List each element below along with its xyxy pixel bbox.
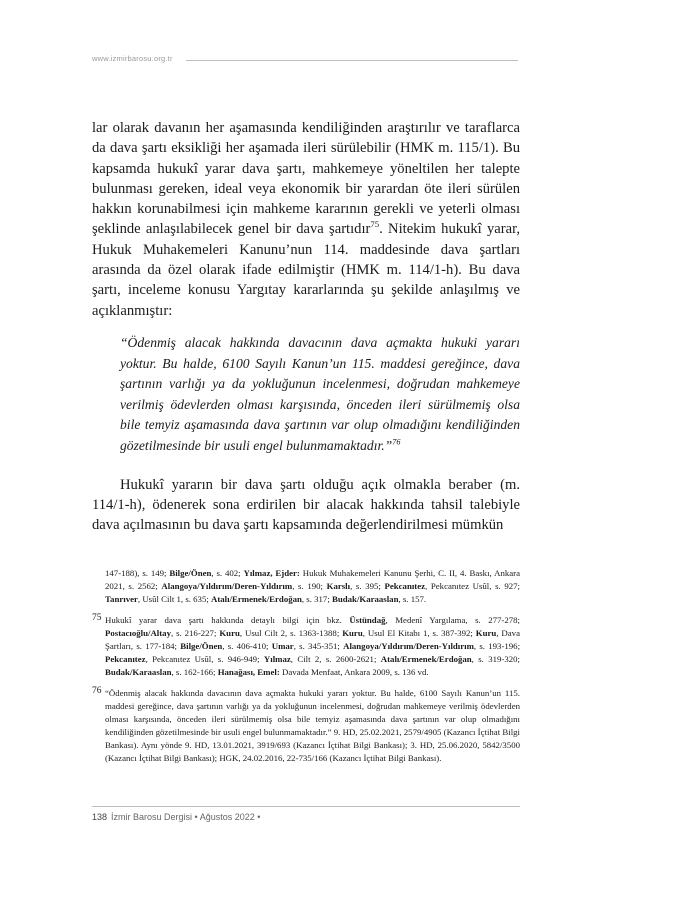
footnote-ref-76: 76 xyxy=(392,437,401,447)
fn-text: , Medenî Yargılama, s. 277-278; xyxy=(385,615,521,625)
page-footer xyxy=(92,812,260,822)
fn-author: Bilge/Önen xyxy=(169,568,212,578)
fn-text: , s. 395; xyxy=(350,581,385,591)
fn-text: , s. 345-351; xyxy=(293,641,344,651)
fn-text: , s. 193-196; xyxy=(473,641,521,651)
footnote-continuation xyxy=(92,567,520,606)
footer-rule xyxy=(92,806,520,807)
footnote-ref-75: 75 xyxy=(370,219,380,230)
fn-text: , Usul El Kitabı 1, s. 387-392; xyxy=(362,628,476,638)
fn-author: Pekcanıtez xyxy=(384,581,426,591)
fn-text: , Pekcanıtez Usûl, s. 927; xyxy=(425,581,521,591)
fn-author: Kuru xyxy=(219,628,240,638)
fn-author: Atalı/Ermenek/Erdoğan xyxy=(211,594,302,604)
paragraph-1-text: lar olarak davanın her aşamasında kendiliğinden araştırılır ve taraflarca da dava şartı eksikliği her aşamada ileri sürülebilir (HMK m. 115/1). Bu kapsamda hukukî yarar dava şartı, mahkemeye yöneltilen her talepte bulunması gereken, ideal veya ekonomik bir yarardan öte ileri sürülen hakkın korunabilmesi için mahkeme kararının gerekli ve yeterli olması şeklinde anlaşılabilecek genel bir dava şartıdır xyxy=(92,120,520,238)
paragraph-1 xyxy=(92,118,520,321)
header-url: www.izmirbarosu.org.tr xyxy=(92,54,173,63)
fn-author: Üstündağ xyxy=(349,615,386,625)
footnotes xyxy=(92,567,520,765)
fn-text: “Ödenmiş alacak hakkında davacının dava açmakta hukuki yararı yoktur. Bu halde, 6100 Sayılı Kanun’un 115. maddesi gereğince, dava şartının varlığı ya da yokluğunun incelenmesi, doğrudan mahkemeye verilmiş ödevlerden olması karşısında, önceden ileri sürülmemiş olsa bile temyiz aşamasında dava şartının var olup olmadığını kendiliğinden gözetilmesinde bir usuli engel bulunmamaktadır.” 9. HD, 25.02.2021, 2579/4905 (Kazancı İçtihat Bilgi Bankası). Aynı yönde 9. HD, 13.01.2021, 3919/693 (Kazancı İçtihat Bilgi Bankası); 3. HD, 25.06.2020, 5842/3500 (Kazancı İçtihat Bilgi Bankası); HGK, 24.02.2016, 22-735/166 (Kazancı İçtihat Bilgi Bankası). xyxy=(105,688,520,763)
paragraph-2: Hukukî yararın bir dava şartı olduğu açık olmakla beraber (m. 114/1-h), ödenerek sona erdirilen bir alacak hakkında tahsil talebiyle dava açılmasının bu dava şartı kapsamında değerlendirilmesi mümkün xyxy=(92,476,520,534)
fn-text: 147-188), s. 149; xyxy=(105,568,170,578)
fn-text: , s. 319-320; xyxy=(471,654,520,664)
footnote-number: 75 xyxy=(92,613,102,623)
fn-author: Kuru xyxy=(475,628,497,638)
fn-text: , s. 216-227; xyxy=(170,628,220,638)
fn-author: Pekcanıtez xyxy=(105,654,146,664)
fn-author: Alangoya/Yıldırım/Deren-Yıldırım xyxy=(343,641,474,651)
header-rule xyxy=(186,60,518,61)
block-quote-text: “Ödenmiş alacak hakkında davacının dava açmakta hukuki yararı yoktur. Bu halde, 6100 Sayılı Kanun’un 115. maddesi gereğince, dava şartının varlığı ya da yokluğunun incelenmesi, doğrudan mahkemeye verilmiş ödevlerden olması karşısında, önceden ileri sürülmemiş olsa bile temyiz aşamasında dava şartının var olup olmadığını kendiliğinden gözetilmesinde bir usuli engel bulunmamaktadır.” xyxy=(120,334,520,453)
fn-author: Kuru xyxy=(342,628,363,638)
fn-author: Bilge/Önen xyxy=(180,641,223,651)
fn-author: Hanağası, Emel: xyxy=(217,667,280,677)
fn-text: , Cilt 2, s. 2600-2621; xyxy=(290,654,381,664)
fn-text: , Dava Şartları, s. 177-184; xyxy=(105,628,520,651)
fn-text: , s. 157. xyxy=(398,594,427,604)
block-quote xyxy=(120,333,520,457)
paragraph-1-rest: . Nitekim hukukî yarar, Hukuk Muhakemeleri Kanunu’nun 114. maddesinde dava şartları arasında da özel olarak ifade edilmiştir (HMK m. 114/1-h). Bu dava şartı, inceleme konusu Yargıtay kararlarında şu şekilde anlaşılmış ve açıklanmıştır: xyxy=(92,221,520,319)
fn-text: Hukukî yarar dava şartı hakkında detaylı bilgi için bkz. xyxy=(105,615,350,625)
fn-author: Alangoya/Yıldırım/Deren-Yıldırım xyxy=(161,581,293,591)
fn-text: , s. 162-166; xyxy=(171,667,218,677)
fn-text: Davada Menfaat, Ankara 2009, s. 136 vd. xyxy=(279,667,429,677)
journal-name: İzmir Barosu Dergisi • Ağustos 2022 • xyxy=(111,812,261,822)
fn-text: , Usûl Cilt 1, s. 635; xyxy=(137,594,211,604)
fn-author: Atalı/Ermenek/Erdoğan xyxy=(380,654,472,664)
fn-author: Budak/Karaaslan xyxy=(331,594,399,604)
fn-text: , s. 317; xyxy=(301,594,332,604)
fn-author: Budak/Karaaslan xyxy=(105,667,172,677)
fn-author: Postacıoğlu/Altay xyxy=(105,628,171,638)
fn-text: , s. 406-410; xyxy=(222,641,272,651)
page-number: 138 xyxy=(92,812,108,822)
fn-author: Karslı xyxy=(326,581,351,591)
fn-author: Yılmaz, Ejder: xyxy=(243,568,300,578)
footnote-75 xyxy=(92,614,520,679)
fn-text: , Usul Cilt 2, s. 1363-1388; xyxy=(239,628,343,638)
fn-author: Yılmaz xyxy=(263,654,291,664)
fn-text: Hukuk Muhakemeleri Kanunu Şerhi, C. II, 4. Baskı, Ankara 2021, s. 2562; xyxy=(105,568,520,591)
fn-text: , s. 402; xyxy=(211,568,244,578)
footnote-number: 76 xyxy=(92,686,102,696)
footnote-76 xyxy=(92,687,520,765)
fn-text: , s. 190; xyxy=(292,581,327,591)
fn-author: Tanrıver xyxy=(105,594,138,604)
fn-author: Umar xyxy=(271,641,294,651)
fn-text: , Pekcanıtez Usûl, s. 946-949; xyxy=(145,654,264,664)
main-text xyxy=(92,118,520,535)
